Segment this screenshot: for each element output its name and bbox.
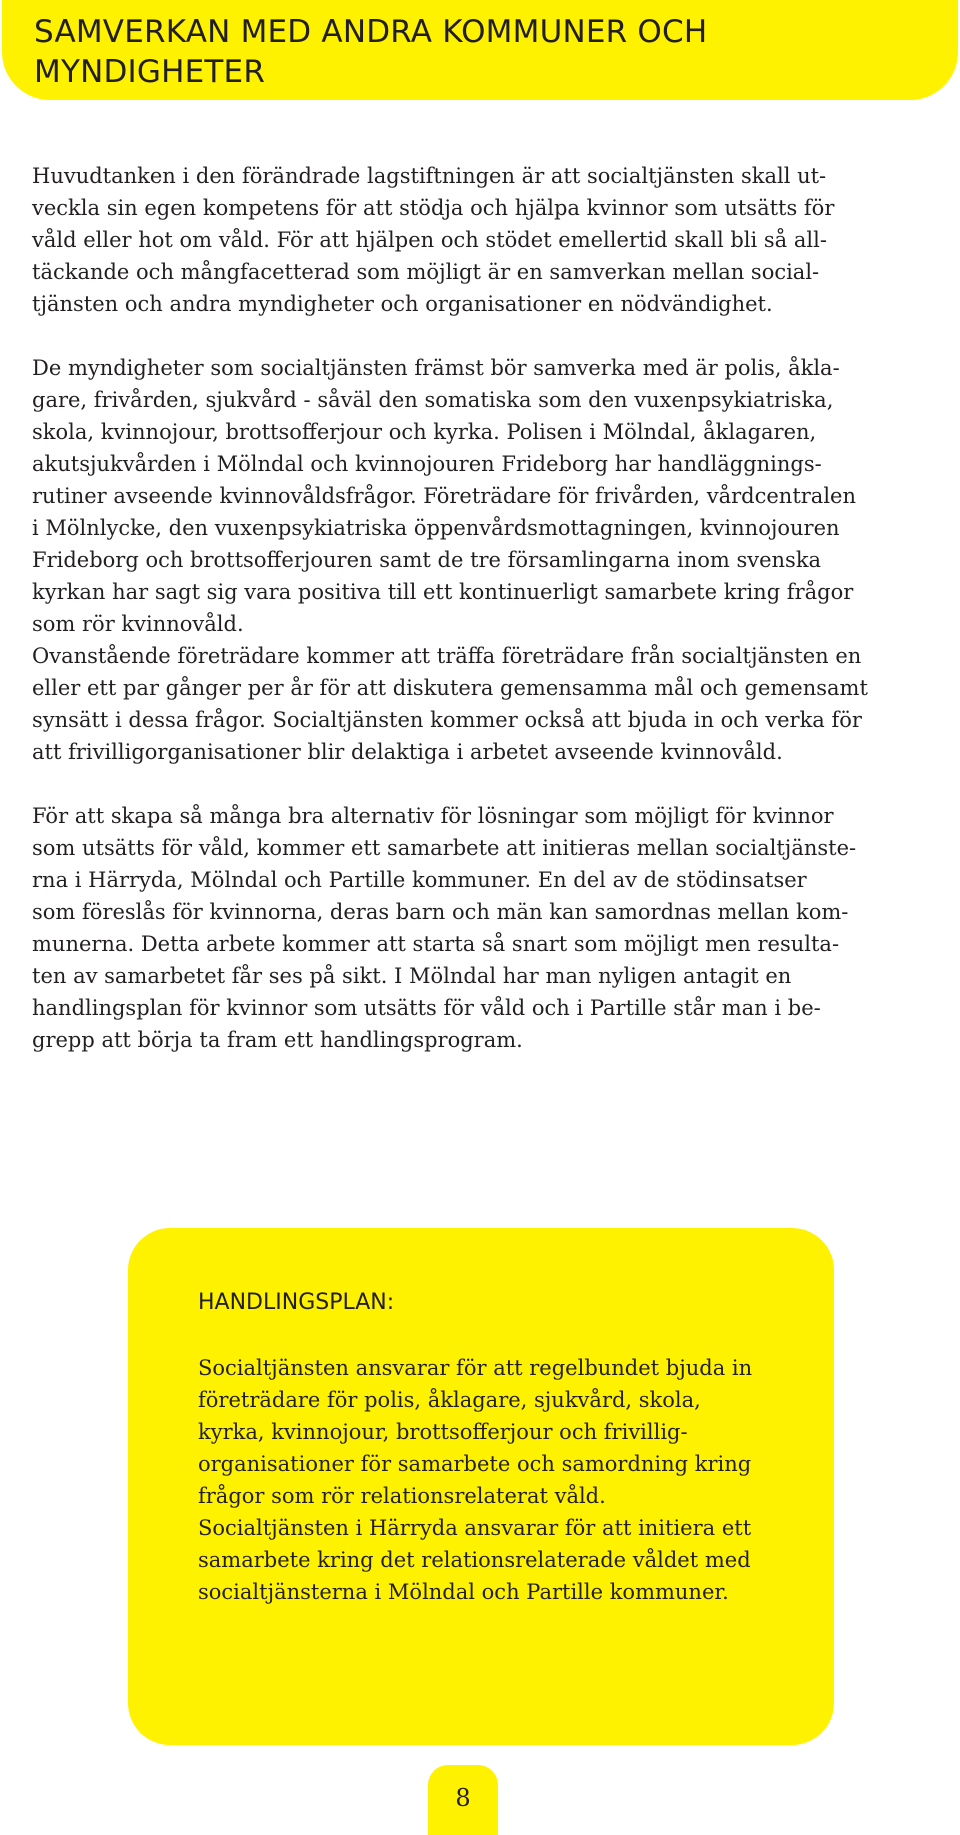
paragraph-intro [32,160,932,320]
text-line: våld eller hot om våld. För att hjälpen och stödet emellertid skall bli så all- [32,228,827,252]
text-line: täckande och mångfacetterad som möjligt är en samverkan mellan social- [32,260,820,284]
text-line: företrädare för polis, åklagare, sjukvård, skola, [198,1388,701,1412]
page-title-line-1: SAMVERKAN MED ANDRA KOMMUNER OCH [34,14,708,50]
text-line: samarbete kring det relationsrelaterade våldet med [198,1548,751,1572]
text-line: handlingsplan för kvinnor som utsätts för våld och i Partille står man i be- [32,996,821,1020]
text-line: Huvudtanken i den förändrade lagstiftningen är att socialtjänsten skall ut- [32,164,827,188]
text-line: i Mölnlycke, den vuxenpsykiatriska öppenvårdsmottagningen, kvinnojouren [32,516,840,540]
paragraph-authorities [32,352,932,768]
text-line: grepp att börja ta fram ett handlingsprogram. [32,1028,523,1052]
text-line: veckla sin egen kompetens för att stödja och hjälpa kvinnor som utsätts för [32,196,835,220]
text-line: gare, frivården, sjukvård - såväl den somatiska som den vuxenpsykiatriska, [32,388,834,412]
text-line: Socialtjänsten i Härryda ansvarar för att initiera ett [198,1516,752,1540]
text-line: kyrkan har sagt sig vara positiva till ett kontinuerligt samarbete kring frågor [32,580,854,604]
text-line: Frideborg och brottsofferjouren samt de tre församlingarna inom svenska [32,548,822,572]
text-line: De myndigheter som socialtjänsten främst bör samverka med är polis, åkla- [32,356,840,380]
paragraph-cooperation [32,800,932,1056]
text-line: Socialtjänsten ansvarar för att regelbundet bjuda in [198,1356,753,1380]
text-line: För att skapa så många bra alternativ för lösningar som möjligt för kvinnor [32,804,834,828]
text-line: som rör kvinnovåld. [32,612,244,636]
text-line: rutiner avseende kvinnovåldsfrågor. Företrädare för frivården, vårdcentralen [32,484,856,508]
text-line: organisationer för samarbete och samordning kring [198,1452,752,1476]
page-number: 8 [428,1765,498,1835]
text-line: akutsjukvården i Mölndal och kvinnojouren Frideborg har handläggnings- [32,452,822,476]
text-line: rna i Härryda, Mölndal och Partille kommuner. En del av de stödinsatser [32,868,807,892]
text-line: tjänsten och andra myndigheter och organisationer en nödvändighet. [32,292,773,316]
title-banner [2,0,958,100]
paragraph-gap [32,320,932,352]
text-line: att frivilligorganisationer blir delaktiga i arbetet avseende kvinnovåld. [32,740,783,764]
body-text [32,160,932,1056]
text-line: kyrka, kvinnojour, brottsofferjour och frivillig- [198,1420,688,1444]
text-line: eller ett par gånger per år för att diskutera gemensamma mål och gemensamt [32,676,868,700]
text-line: som föreslås för kvinnorna, deras barn och män kan samordnas mellan kom- [32,900,849,924]
text-line: frågor som rör relationsrelaterat våld. [198,1484,606,1508]
action-plan-text [198,1352,794,1608]
text-line: skola, kvinnojour, brottsofferjour och kyrka. Polisen i Mölndal, åklagaren, [32,420,817,444]
text-line: Ovanstående företrädare kommer att träffa företrädare från socialtjänsten en [32,644,862,668]
text-line: ten av samarbetet får ses på sikt. I Mölndal har man nyligen antagit en [32,964,792,988]
page-title-line-2: MYNDIGHETER [34,54,266,90]
text-line: som utsätts för våld, kommer ett samarbete att initieras mellan socialtjänste- [32,836,857,860]
text-line: munerna. Detta arbete kommer att starta så snart som möjligt men resulta- [32,932,840,956]
action-plan-box [128,1228,834,1745]
text-line: synsätt i dessa frågor. Socialtjänsten kommer också att bjuda in och verka för [32,708,862,732]
text-line: socialtjänsterna i Mölndal och Partille kommuner. [198,1580,729,1604]
paragraph-gap [32,768,932,800]
action-plan-heading: HANDLINGSPLAN: [198,1290,395,1315]
